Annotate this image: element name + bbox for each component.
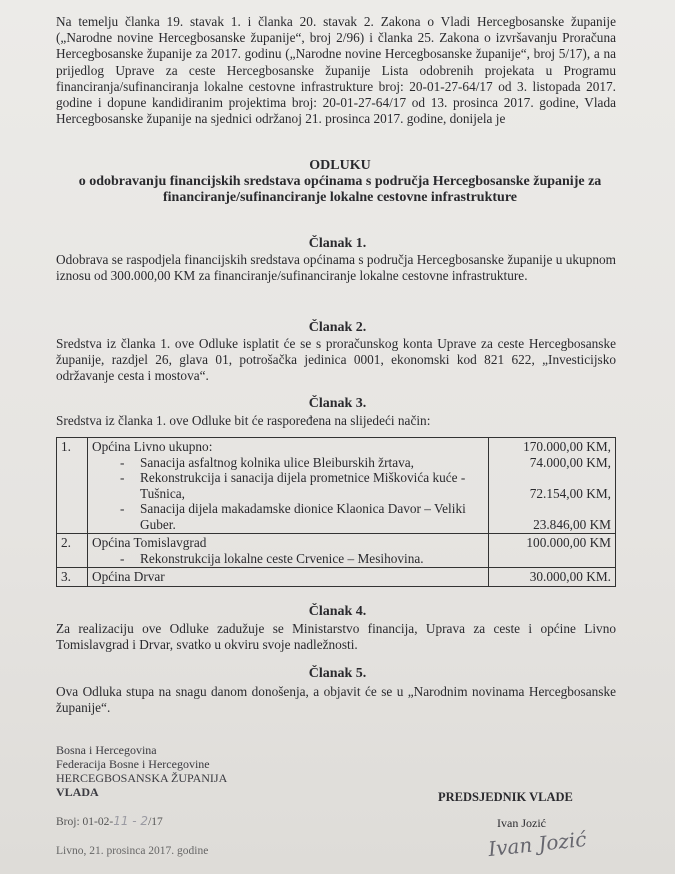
article-5-text: Ova Odluka stupa na snagu danom donošenja, a objavit će se u „Narodnim novinama Hercegbosanske županije“.: [56, 684, 616, 716]
president-name: Ivan Jozić: [497, 816, 546, 830]
row-number: 3.: [57, 568, 88, 587]
project-item: - Sanacija dijela makadamske dionice Klaonica Davor – Veliki Guber.: [92, 501, 484, 532]
article-2-text: Sredstva iz članka 1. ove Odluke isplatit će se s proračunskog konta Uprave za ceste Hercegbosanske županije, razdjel 26, glava 01, potrošačka jedinica 0001, ekonomski kod 821 622, „Investicijsko održavanje cesta i mostova“.: [56, 336, 616, 384]
row-number: 2.: [57, 534, 88, 568]
table-row: [57, 438, 616, 534]
article-3-heading: Članak 3.: [308, 396, 367, 411]
table-row: [57, 534, 616, 568]
row-number: 1.: [57, 438, 88, 534]
handwritten-number: 11 - 2: [113, 814, 149, 828]
issuer-federation: Federacija Bosne i Hercegovine: [56, 757, 210, 771]
row-description: [88, 534, 489, 568]
article-5-heading: Članak 5.: [308, 666, 367, 681]
issuer-block: [56, 743, 227, 799]
issuer-country: Bosna i Hercegovina: [56, 743, 157, 757]
municipality-total: 30.000,00 KM.: [489, 568, 616, 587]
issuer-canton: HERCEGBOSANSKA ŽUPANIJA: [56, 771, 228, 785]
article-4-text: Za realizaciju ove Odluke zadužuje se Ministarstvo financija, Uprava za ceste i općine Livno Tomislavgrad i Drvar, svatko u okviru svoje nadležnosti.: [56, 621, 616, 653]
number-suffix: /17: [148, 816, 163, 828]
project-item: - Rekonstrukcija lokalne ceste Crvenice – Mesihovina.: [92, 551, 484, 567]
project-item: - Sanacija asfaltnog kolnika ulice Bleiburskih žrtava,: [92, 455, 484, 471]
project-amount: 23.846,00 KM: [533, 516, 611, 532]
table-row: [57, 568, 616, 587]
article-2-heading: Članak 2.: [308, 320, 367, 335]
municipality-name: Općina Livno ukupno:: [92, 439, 213, 454]
decision-subtitle: o odobravanju financijskih sredstava općinama s područja Hercegbosanske županije za financiranje/sufinanciranje lokalne cestovne infrastrukture: [78, 174, 602, 205]
project-amount: 72.154,00 KM,: [529, 485, 611, 501]
number-prefix: Broj: 01-02-: [56, 816, 114, 828]
decision-title: ODLUKU: [309, 158, 371, 173]
preamble-paragraph: Na temelju članka 19. stavak 1. i članka 20. stavak 2. Zakona o Vladi Hercegbosanske županije („Narodne novine Hercegbosanske županije“, broj 2/96) i članka 25. Zakona o izvršavanju Proračuna Hercegbosanske županije za 2017. godinu („Narodne novine Hercegbosanske županije“, broj 5/17), a na prijedlog Uprave za ceste Hercegbosanske županije Lista odobrenih projekata u Programu financiranja/sufinanciranja lokalne cestovne infrastrukture broj: 20-01-27-64/17 od 3. listopada 2017. godine i dopune kandidiranim projektima broj: 20-01-27-64/17 od 13. prosinca 2017. godine, Vlada Hercegbosanske županije na sjednici održanoj 21. prosinca 2017. godine, donijela je: [56, 14, 616, 127]
distribution-table: [56, 437, 616, 587]
president-title: PREDSJEDNIK VLADE: [438, 790, 573, 804]
municipality-name: Općina Drvar: [88, 568, 489, 587]
row-description: [88, 438, 489, 534]
article-1-text: Odobrava se raspodjela financijskih sredstava općinama s područja Hercegbosanske županije u ukupnom iznosu od 300.000,00 KM za financiranje/sufinanciranje lokalne cestovne infrastrukture.: [56, 252, 616, 284]
handwritten-signature: Ivan Jozić: [487, 826, 588, 862]
article-4-heading: Članak 4.: [308, 604, 367, 619]
project-item: - Rekonstrukcija i sanacija dijela prometnice Miškovića kuće - Tušnica,: [92, 470, 484, 501]
municipality-total: 170.000,00 KM,: [523, 439, 611, 454]
place-and-date: Livno, 21. prosinca 2017. godine: [56, 845, 209, 857]
article-3-text: Sredstva iz članka 1. ove Odluke bit će raspoređena na slijedeći način:: [56, 413, 431, 428]
project-amount: 74.000,00 KM,: [529, 454, 611, 470]
issuer-government: VLADA: [56, 785, 99, 799]
article-1-heading: Članak 1.: [308, 236, 367, 251]
municipality-name: Općina Tomislavgrad: [92, 535, 207, 550]
document-number: [56, 814, 163, 828]
row-amounts: [489, 438, 616, 534]
municipality-total: 100.000,00 KM: [489, 534, 616, 568]
